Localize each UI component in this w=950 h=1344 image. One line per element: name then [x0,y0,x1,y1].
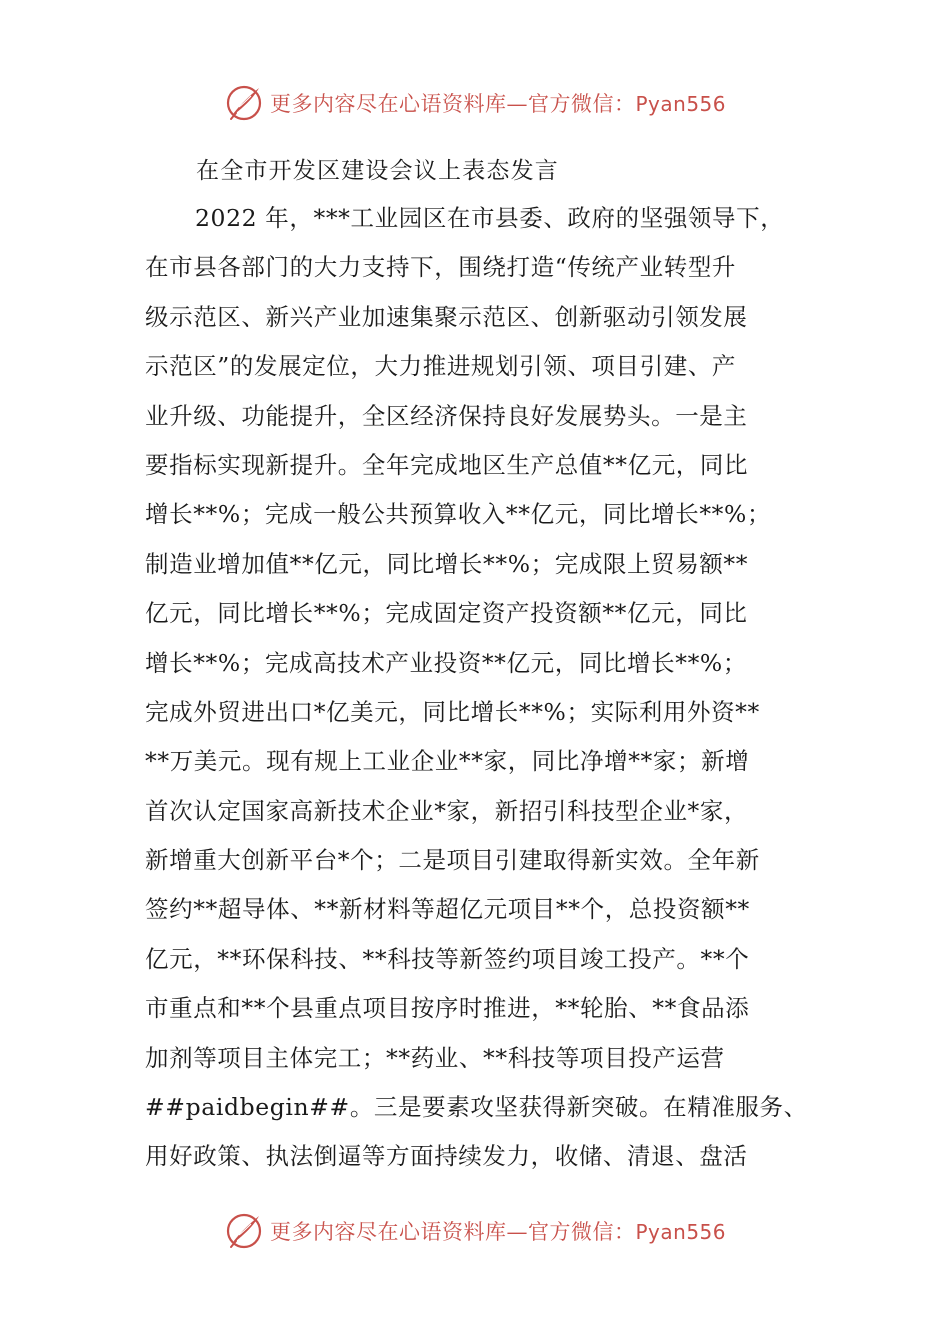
body-line: 签约**超导体、**新材料等超亿元项目**个，总投资额** [145,895,750,924]
header-banner [0,80,950,126]
body-line: 要指标实现新提升。全年完成地区生产总值**亿元，同比 [145,450,749,479]
body-line: 业升级、功能提升，全区经济保持良好发展势头。一是主 [145,401,748,430]
body-line: 增长**%；完成高技术产业投资**亿元，同比增长**%； [145,648,747,677]
banner-content [224,83,726,123]
body-line: 完成外贸进出口*亿美元，同比增长**%；实际利用外资** [145,697,760,726]
body-line: ##paidbegin##。三是要素攻坚获得新突破。在精准服务、 [145,1093,808,1122]
banner-text [270,1216,726,1246]
banner-text [270,88,726,118]
document-body [145,194,825,1182]
body-line: 亿元，**环保科技、**科技等新签约项目竣工投产。**个 [145,944,750,973]
banner-slogan: 更多内容尽在心语资料库—官方微信： [269,1220,636,1244]
wechat-id: Pyan556 [635,92,726,116]
body-line: 加剂等项目主体完工；**药业、**科技等项目投产运营 [145,1043,725,1072]
body-line: 级示范区、新兴产业加速集聚示范区、创新驱动引领发展 [145,302,748,331]
body-line: 用好政策、执法倒逼等方面持续发力，收储、清退、盘活 [145,1142,748,1171]
body-line: 市重点和**个县重点项目按序时推进，**轮胎、**食品添 [145,994,750,1023]
quill-pen-logo-icon [224,83,264,123]
body-line: 制造业增加值**亿元，同比增长**%；完成限上贸易额** [145,549,749,578]
banner-slogan: 更多内容尽在心语资料库—官方微信： [269,92,636,116]
quill-pen-logo-icon [224,1211,264,1251]
body-line: 示范区”的发展定位，大力推进规划引领、项目引建、产 [145,352,737,381]
body-line: 2022 年，***工业园区在市县委、政府的坚强领导下， [195,204,785,232]
body-line: 在市县各部门的大力支持下，围绕打造“传统产业转型升 [145,253,737,282]
footer-banner [0,1208,950,1254]
body-line: 增长**%；完成一般公共预算收入**亿元，同比增长**%； [145,500,772,529]
body-line: **万美元。现有规上工业企业**家，同比净增**家；新增 [145,747,750,776]
document-title: 在全市开发区建设会议上表态发言 [196,158,559,184]
body-line: 首次认定国家高新技术企业*家，新招引科技型企业*家， [145,796,749,825]
wechat-id: Pyan556 [635,1220,726,1244]
banner-content [224,1211,726,1251]
body-line: 亿元，同比增长**%；完成固定资产投资额**亿元，同比 [145,599,748,628]
body-line: 新增重大创新平台*个；二是项目引建取得新实效。全年新 [145,846,760,875]
